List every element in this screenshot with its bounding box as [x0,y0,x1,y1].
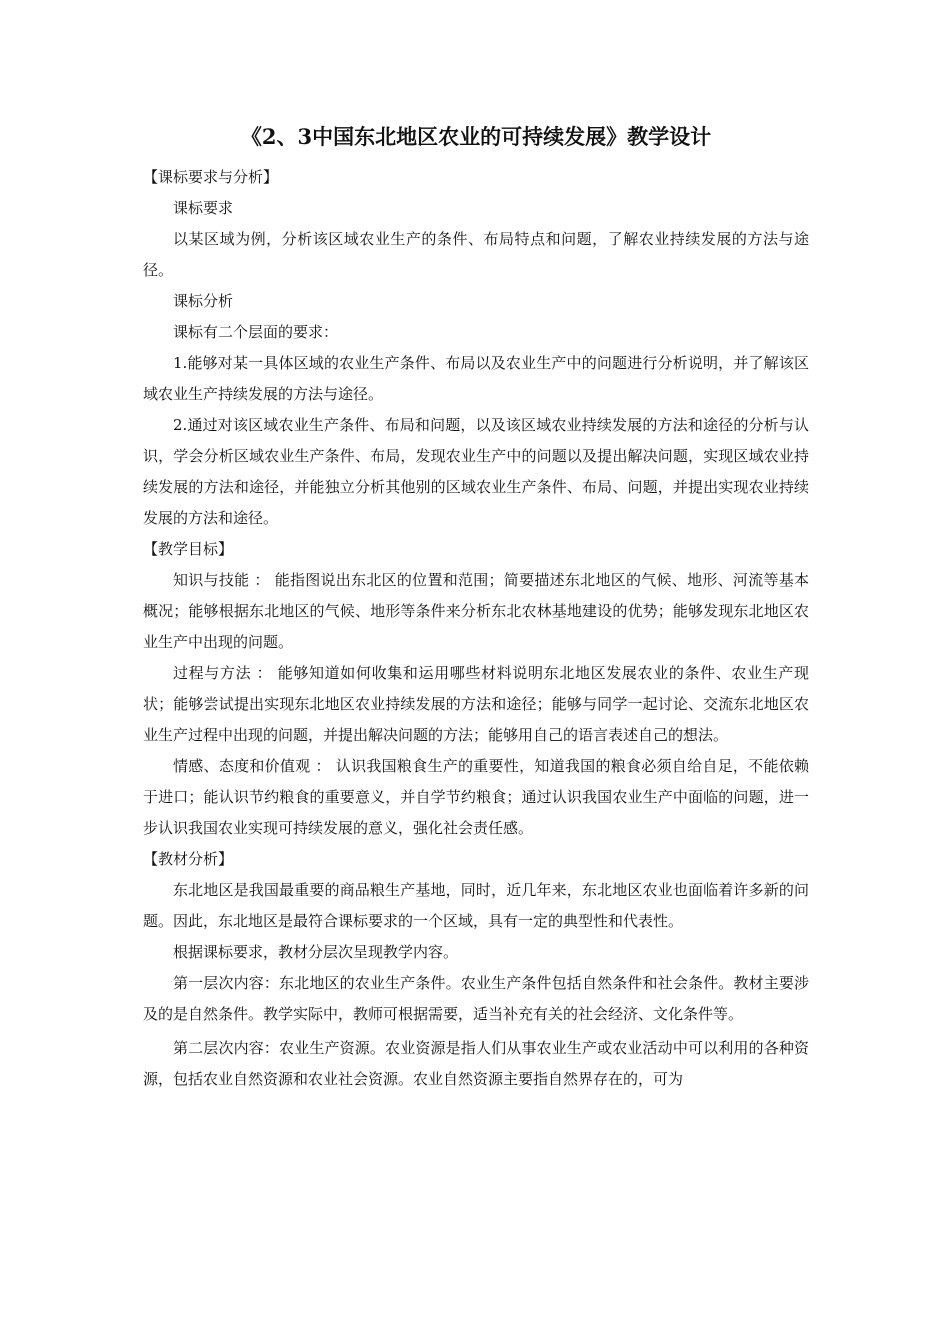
document-body [143,114,809,1095]
subheading-curriculum-requirements: 课标要求 [173,199,234,217]
section-heading-curriculum: 【课标要求与分析】 [143,168,279,186]
subheading-curriculum-analysis: 课标分析 [173,292,234,310]
paragraph-level-two-content: 第二层次内容：农业生产资源。农业资源是指人们从事农业生产或农业活动中可以利用的各种资源，包括农业自然资源和农业社会资源。农业自然资源主要指自然界存在的，可为 [143,1039,809,1088]
paragraph-level-2: 2.通过对该区域农业生产条件、布局和问题，以及该区域农业持续发展的方法和途径的分析与认识，学会分析区域农业生产条件、布局，发现农业生产中的问题以及提出解决问题，实现区域农业持续发展的方法和途径，并能独立分析其他别的区域农业生产条件、布局、问题，并提出实现农业持续发展的方法和途径。 [143,416,809,527]
paragraph-layered-content: 根据课标要求，教材分层次呈现教学内容。 [173,943,459,961]
paragraph-attitudes-values: 情感、态度和价值观 ： 认识我国粮食生产的重要性，知道我国的粮食必须自给自足，不能依赖于进口；能认识节约粮食的重要意义，并自学节约粮食；通过认识我国农业生产中面临的问题，进一步认识我国农业实现可持续发展的意义，强化社会责任感。 [143,757,809,837]
paragraph-level-one-content: 第一层次内容：东北地区的农业生产条件。农业生产条件包括自然条件和社会条件。教材主要涉及的是自然条件。教学实际中，教师可根据需要，适当补充有关的社会经济、文化条件等。 [143,974,809,1023]
paragraph-process-methods: 过程与方法 ： 能够知道如何收集和运用哪些材料说明东北地区发展农业的条件、农业生产现状；能够尝试提出实现东北地区农业持续发展的方法和途径；能够与同学一起讨论、交流东北地区农业生产过程中出现的问题，并提出解决问题的方法；能够用自己的语言表述自己的想法。 [143,664,809,744]
paragraph-curriculum-requirements: 以某区域为例，分析该区域农业生产的条件、布局特点和问题，了解农业持续发展的方法与途径。 [143,230,809,279]
paragraph-knowledge-skills: 知识与技能 ： 能指图说出东北区的位置和范围；简要描述东北地区的气候、地形、河流等基本概况；能够根据东北地区的气候、地形等条件来分析东北农林基地建设的优势；能够发现东北地区农业生产中出现的问题。 [143,571,809,651]
section-heading-textbook: 【教材分析】 [143,850,234,868]
paragraph-northeast-intro: 东北地区是我国最重要的商品粮生产基地，同时，近几年来，东北地区农业也面临着许多新的问题。因此，东北地区是最符合课标要求的一个区域，具有一定的典型性和代表性。 [143,881,809,930]
document-title: 《2、3中国东北地区农业的可持续发展》教学设计 [240,124,712,149]
section-heading-objectives: 【教学目标】 [143,540,234,558]
subheading-two-levels: 课标有二个层面的要求： [173,323,339,341]
paragraph-level-1: 1.能够对某一具体区域的农业生产条件、布局以及农业生产中的问题进行分析说明，并了解该区域农业生产持续发展的方法与途径。 [143,354,809,403]
